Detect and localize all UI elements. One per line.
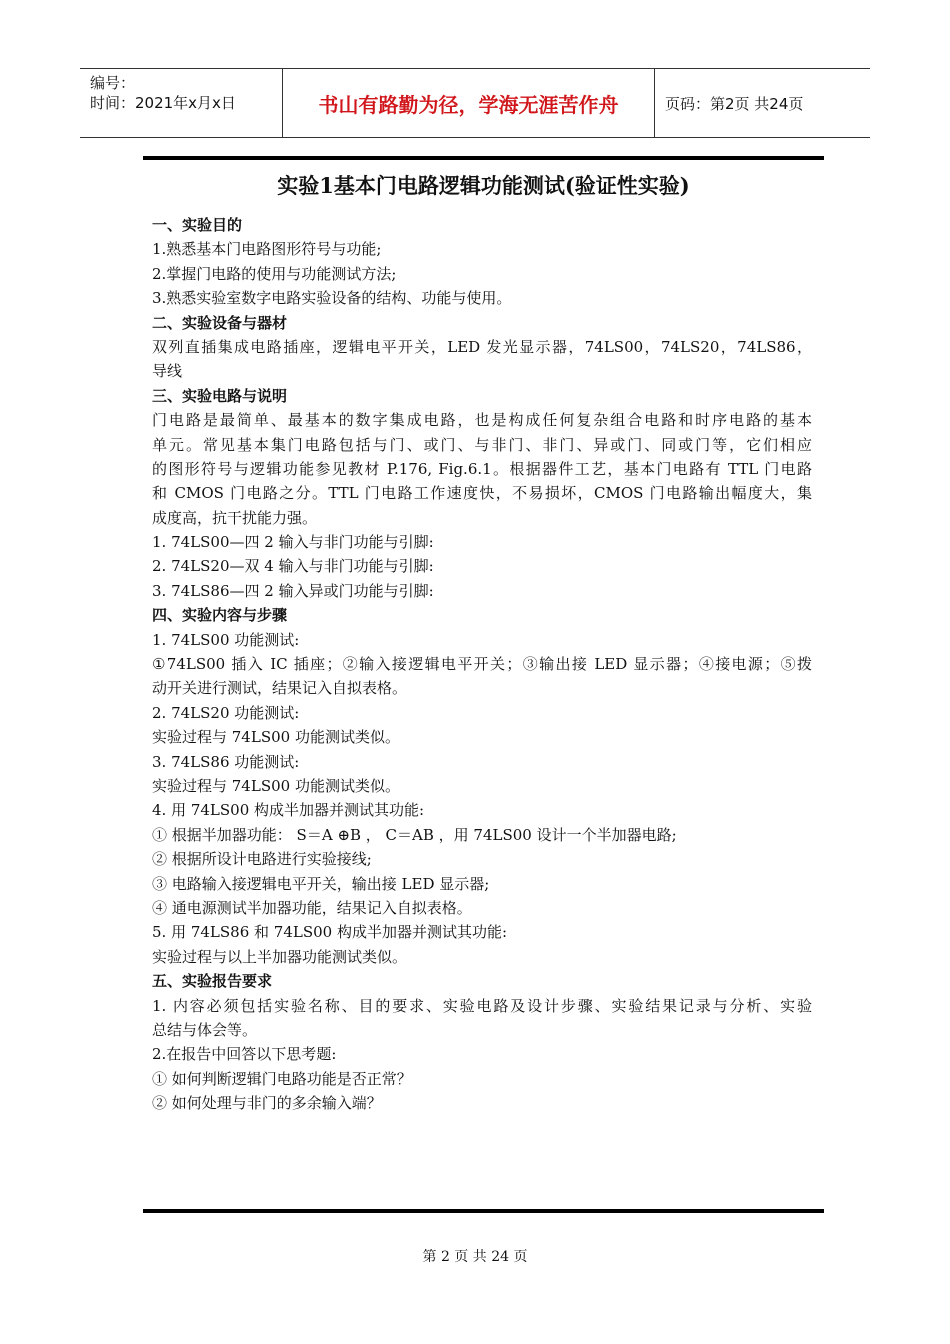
number-label: 编号： (90, 74, 136, 92)
body-line: 门电路是最简单、最基本的数字集成电路，也是构成任何复杂组合电路和时序电路的基本 (152, 411, 812, 430)
body-line: 4. 用 74LS00 构成半加器并测试其功能: (152, 801, 425, 820)
section-heading: 一、实验目的 (152, 216, 243, 234)
body-line: ④ 通电源测试半加器功能，结果记入自拟表格。 (152, 898, 472, 917)
body-line: 双列直插集成电路插座，逻辑电平开关，LED 发光显示器，74LS00，74LS20，74LS86， (152, 337, 812, 356)
body-line: 总结与体会等。 (152, 1020, 258, 1039)
body-line: 1. 74LS00—四 2 输入与非门功能与引脚: (152, 533, 434, 552)
body-line: ② 如何处理与非门的多余输入端？ (152, 1094, 382, 1113)
body-line: ① 根据半加器功能： S＝A ⊕B ， C＝AB ，用 74LS00 设计一个半加器电路; (152, 825, 677, 844)
body-line: 2. 74LS20—双 4 输入与非门功能与引脚: (152, 557, 434, 576)
body-line: 实验过程与以上半加器功能测试类似。 (152, 947, 408, 966)
body-line: 1.熟悉基本门电路图形符号与功能; (152, 240, 382, 259)
document-title: 实验1基本门电路逻辑功能测试(验证性实验) (277, 173, 690, 198)
top-divider (143, 156, 824, 160)
body-line: 成度高，抗干扰能力强。 (152, 508, 318, 527)
body-line: 5. 用 74LS86 和 74LS00 构成半加器并测试其功能: (152, 923, 508, 942)
body-line: 3. 74LS86 功能测试: (152, 752, 300, 771)
body-line: 实验过程与 74LS00 功能测试类似。 (152, 728, 400, 747)
body-line: 2. 74LS20 功能测试: (152, 703, 300, 722)
document-body (152, 213, 812, 1115)
body-line: 的图形符号与逻辑功能参见教材 P.176, Fig.6.1。根据器件工艺，基本门电路有 TTL 门电路 (152, 459, 812, 478)
body-line: 导线 (152, 362, 183, 381)
body-line: ① 如何判断逻辑门电路功能是否正常？ (152, 1069, 412, 1088)
date-label: 时间：2021年x月x日 (90, 94, 236, 112)
body-line: 和 CMOS 门电路之分。TTL 门电路工作速度快，不易损坏，CMOS 门电路输出幅度大，集 (152, 484, 812, 503)
bottom-divider (143, 1209, 824, 1213)
section-heading: 五、实验报告要求 (152, 972, 273, 991)
page-header (80, 68, 870, 138)
section-heading: 二、实验设备与器材 (152, 313, 288, 332)
section-heading: 四、实验内容与步骤 (152, 606, 288, 625)
body-line: ①74LS00 插入 IC 插座；②输入接逻辑电平开关；③输出接 LED 显示器；④接电源；⑤拨 (152, 655, 812, 674)
body-line: 2.在报告中回答以下思考题: (152, 1045, 337, 1064)
section-heading: 三、实验电路与说明 (152, 386, 288, 405)
body-line: ③ 电路输入接逻辑电平开关，输出接 LED 显示器; (152, 874, 490, 893)
body-line: 1. 74LS00 功能测试: (152, 630, 300, 649)
page-footer: 第 2 页 共 24 页 (422, 1249, 528, 1265)
body-line: 1. 内容必须包括实验名称、目的要求、实验电路及设计步骤、实验结果记录与分析、实验 (152, 996, 812, 1015)
body-line: 单元。常见基本集门电路包括与门、或门、与非门、非门、异或门、同或门等，它们相应 (152, 435, 812, 454)
body-line: 3.熟悉实验室数字电路实验设备的结构、功能与使用。 (152, 289, 512, 308)
body-line: 2.掌握门电路的使用与功能测试方法; (152, 264, 397, 283)
body-line: ② 根据所设计电路进行实验接线; (152, 850, 372, 869)
body-line: 实验过程与 74LS00 功能测试类似。 (152, 776, 400, 795)
body-line: 动开关进行测试，结果记入自拟表格。 (152, 679, 408, 698)
header-motto: 书山有路勤为径，学海无涯苦作舟 (282, 69, 655, 137)
header-meta-cell (80, 69, 282, 137)
header-page-info: 页码：第2页 共24页 (665, 94, 804, 113)
body-line: 3. 74LS86—四 2 输入异或门功能与引脚: (152, 581, 434, 600)
